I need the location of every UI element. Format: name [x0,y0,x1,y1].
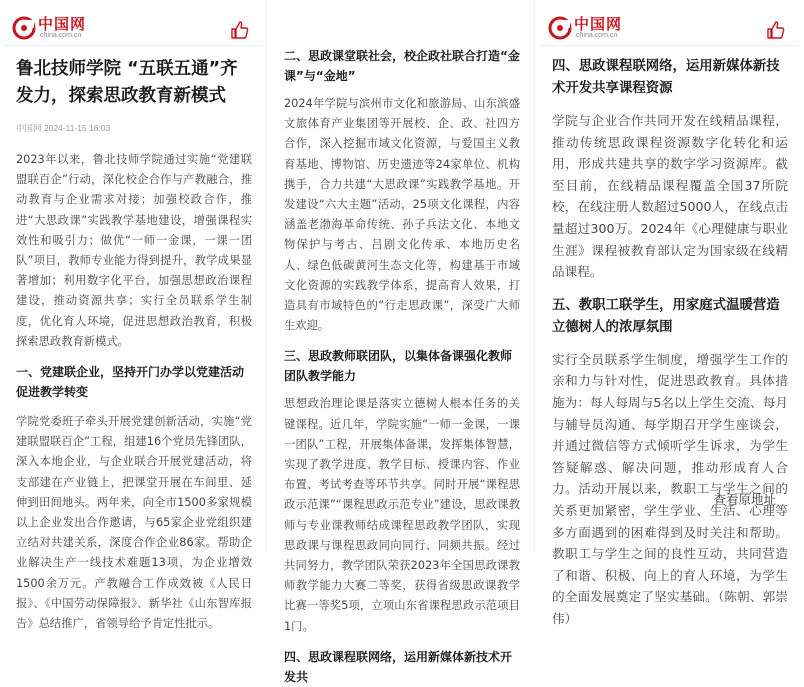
article-panel-3 [540,0,798,626]
thumbs-up-icon[interactable] [230,20,250,40]
paragraph-intro: 2023年以来，鲁北技师学院通过实施“党建联盟联百企”行动，深化校企合作与产教融合，推动教育与企业需求对接；加强校政合作，推进“大思政课”实践教学基地建设，增强课程实效性和吸引力；做优“一师一金课，一课一团队”项目，教师专业能力得到提升，教学成果显著增加；利用数字化平台，加强思想政治课程建设，推动资源共享；实行全员联系学生制度，优化育人环境，促进思想政治教育，积极探索思政教育新模式。 [16,153,252,348]
article-body-1 [16,56,252,634]
section-heading-3: 三、思政教师联团队，以集体备课强化教师团队教学能力 [284,349,513,384]
section-heading-5: 五、教职工联学生，用家庭式温暖营造立德树人的浓厚氛围 [552,297,780,335]
section-heading-2: 二、思政课堂联社会，校企政社联合打造“金课”与“金地” [284,49,520,83]
logo-subtext: china.com.cn [576,32,618,39]
section-heading-4: 四、思政课程联网络，运用新媒体新技术开发共享课程资源 [552,59,780,96]
top-bar [4,0,262,46]
paragraph-section-3: 思想政治理论课是落实立德树人根本任务的关键课程。近几年，学院实施“一师一金课，一课一团队”工程，开展集体备课，发挥集体智慧，实现了教学进度、教学目标、授课内容、作业布置、考试考查等环节共享。同时开展“课程思政示范课”“课程思政示范专业”建设，思政课教师与专业课教师结成课程思政教学团队，实现思政课与课程思政同向同行、同频共振。经过共同努力，教学团队荣获2023年全国思政课教师教学能力大赛二等奖，获得省级思政课教学比赛一等奖5项，立项山东省课程思政示范项目1门。 [284,397,520,633]
thumbs-up-icon[interactable] [766,20,786,40]
logo-text: 中国网 [38,15,87,33]
panel-divider [534,0,535,552]
section-heading-1: 一、党建联企业，坚持开门办学以党建活动促进教学转变 [16,365,245,400]
panel-divider [266,0,267,552]
view-origin-link[interactable]: 查看原地址 [713,492,776,507]
section-heading-4-partial: 四、思政课程联网络，运用新媒体新技术开发共 [284,649,513,684]
china-net-logo-icon [12,16,36,40]
article-meta: 中国网 2024-11-15 16:03 [16,123,111,133]
article-panel-2 [272,0,530,684]
logo-text: 中国网 [574,15,623,33]
paragraph-section-2: 2024年学院与滨州市文化和旅游局、山东滨盛文旅体育产业集团等开展校、企、政、社四方合作，深入挖掘市域文化资源，与爱国主义教育基地、博物馆、历史遗迹等24家单位、机构携手，合力共建“大思政课”实践教学基地。开发建设“六大主题”活动，25项文化课程，内容涵盖老渤海革命传统、孙子兵法文化、本地文物保护与考古、吕剧文化传承、本地历史名人、绿色低碳黄河生态文化等，构建基于市域文化资源的实践教学体系，提高育人效果，打造具有市域特色的“行走思政课”，深受广大师生欢迎。 [284,97,520,333]
paragraph-section-5: 实行全员联系学生制度，增强学生工作的亲和力与针对性，促进思政教育。具体措施为：每人每周与5名以上学生交流、每月与辅导员沟通、每学期召开学生座谈会，并通过微信等方式倾听学生诉求，为学生答疑解惑、解决问题，推动形成育人合力。活动开展以来，教职工与学生之间的关系更加紧密，学生学业、生活、心理等多方面遇到的困难得到及时关注和帮助。教职工与学生之间的良性互动，共同营造了和谐、积极、向上的育人环境，为学生的全面发展奠定了坚实基础。（陈朝、郭崇伟） [552,351,788,626]
article-body-3 [552,56,788,629]
logo-subtext: china.com.cn [40,32,82,39]
article-body-2 [284,46,520,687]
paragraph-section-4: 学院与企业合作共同开发在线精品课程，推动传统思政课程资源数字化转化和运用，形成共建共享的数字学习资源库。截至目前，在线精品课程覆盖全国37所院校，在线注册人数超过5000人，在线点击量超过300万。2024年《心理健康与职业生涯》课程被教育部认定为国家级在线精品课程。 [552,113,788,280]
paragraph-section-1: 学院党委班子牵头开展党建创新活动，实施“党建联盟联百企”工程，组建16个党员先锋团队，深入本地企业，与企业联合开展党建活动，将支部建在产业链上，把课堂开展在车间里、延伸到田间地头。两年来，向全市1500多家规模以上企业发出合作邀请，与65家企业党组织建立结对共建关系，深度合作企业86家。帮助企业解决生产一线技术难题13项，为企业增效1500余万元。产教融合工作成效被《人民日报》、《中国劳动保障报》、新华社《山东智库报告》总结推广，省领导给予肯定性批示。 [16,415,252,631]
article-title: 鲁北技师学院 “五联五通”齐发力，探索思政教育新模式 [16,59,238,106]
china-net-logo-icon [548,16,572,40]
top-bar [540,0,798,46]
article-panel-1 [4,0,262,631]
